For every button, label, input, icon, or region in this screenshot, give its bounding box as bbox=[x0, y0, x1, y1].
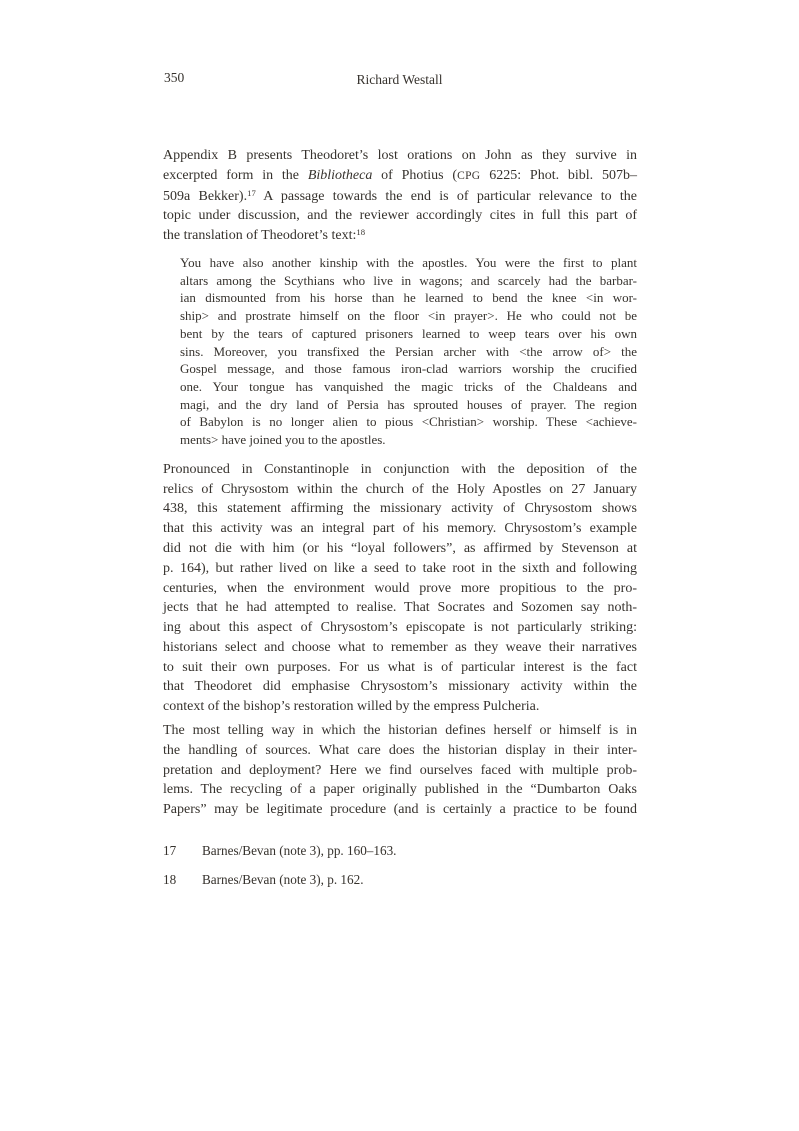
small-caps-abbreviation: CPG bbox=[457, 169, 481, 182]
text-line bbox=[180, 343, 637, 361]
text-segment: that Theodoret did emphasise Chrysostom’s missionary activity within the bbox=[163, 679, 637, 695]
text-segment: jects that he had attempted to realise. That Socrates and Sozomen say noth- bbox=[163, 600, 637, 616]
text-line bbox=[163, 579, 637, 599]
text-line bbox=[180, 396, 637, 414]
text-line bbox=[180, 431, 637, 449]
text-line bbox=[163, 460, 637, 480]
text-line bbox=[163, 146, 637, 166]
footnote-text: Barnes/Bevan (note 3), pp. 160–163. bbox=[202, 843, 397, 858]
text-segment: topic under discussion, and the reviewer accordingly cites in full this part of bbox=[163, 208, 637, 224]
footnote bbox=[163, 842, 637, 860]
text-segment: pretation and deployment? Here we find ourselves faced with multiple prob- bbox=[163, 762, 637, 778]
text-segment: the translation of Theodoret’s text: bbox=[163, 228, 357, 244]
text-line bbox=[163, 800, 637, 820]
text-line bbox=[180, 325, 637, 343]
text-line bbox=[163, 226, 637, 246]
text-segment: p. 164), but rather lived on like a seed to take root in the sixth and following bbox=[163, 560, 637, 576]
text-segment: Gospel message, and those famous iron-clad warriors worship the crucified bbox=[180, 361, 637, 377]
page-body bbox=[163, 146, 637, 820]
text-line bbox=[180, 272, 637, 290]
text-segment: historians select and choose what to remember as they weave their narratives bbox=[163, 639, 637, 655]
text-line bbox=[163, 780, 637, 800]
text-line bbox=[163, 638, 637, 658]
text-line bbox=[163, 206, 637, 226]
text-segment: A passage towards the end is of particular relevance to the bbox=[255, 188, 637, 204]
text-segment: altars among the Scythians who live in wagons; and scarcely had the barbar- bbox=[180, 272, 637, 288]
text-segment: ing about this aspect of Chrysostom’s episcopate is not particularly striking: bbox=[163, 620, 637, 636]
paragraph-appendix-b bbox=[163, 146, 637, 246]
text-line bbox=[163, 539, 637, 559]
text-line bbox=[163, 559, 637, 579]
paragraph-pronounced-constantinople bbox=[163, 460, 637, 717]
text-segment: to suit their own purposes. For us what is of particular interest is the fact bbox=[163, 659, 637, 675]
page-header bbox=[0, 70, 799, 90]
text-segment: Pronounced in Constantinople in conjunction with the deposition of the bbox=[163, 461, 637, 477]
text-segment: Papers” may be legitimate procedure (and is certainly a practice to be found bbox=[163, 802, 637, 818]
text-line bbox=[163, 761, 637, 781]
text-segment: of Photius ( bbox=[372, 167, 458, 183]
footnote-number: 17 bbox=[163, 843, 177, 858]
text-line bbox=[180, 360, 637, 378]
text-segment: You have also another kinship with the apostles. You were the first to plant bbox=[180, 254, 637, 270]
text-segment: centuries, when the environment would prove more propitious to the pro- bbox=[163, 580, 637, 596]
running-head: Richard Westall bbox=[356, 72, 443, 87]
footnote bbox=[163, 871, 637, 889]
text-line bbox=[163, 166, 637, 187]
text-line bbox=[180, 254, 637, 272]
blockquote-theodoret-translation bbox=[163, 254, 637, 449]
text-segment: one. Your tongue has vanquished the magic tricks of the Chaldeans and bbox=[180, 378, 637, 394]
text-segment: sins. Moreover, you transfixed the Persian archer with <the arrow of> the bbox=[180, 343, 637, 359]
footnote-marker: 18 bbox=[356, 227, 366, 238]
text-segment: that this activity was an integral part of his memory. Chrysostom’s example bbox=[163, 521, 637, 537]
text-line bbox=[163, 721, 637, 741]
footnote-text: Barnes/Bevan (note 3), p. 162. bbox=[202, 872, 364, 887]
text-segment: ments> have joined you to the apostles. bbox=[180, 432, 386, 448]
text-segment: relics of Chrysostom within the church of the Holy Apostles on 27 January bbox=[163, 481, 637, 497]
text-line bbox=[163, 480, 637, 500]
text-segment: lems. The recycling of a paper originally published in the “Dumbarton Oaks bbox=[163, 782, 637, 798]
text-segment: of Babylon is no longer alien to pious <Christian> worship. These <achieve- bbox=[180, 414, 637, 430]
text-line bbox=[163, 187, 637, 207]
text-segment: context of the bishop’s restoration willed by the empress Pulcheria. bbox=[163, 699, 540, 715]
text-line bbox=[163, 519, 637, 539]
text-segment: 509a Bekker). bbox=[163, 188, 248, 204]
text-segment: excerpted form in the bbox=[163, 167, 308, 183]
footnotes-section bbox=[163, 842, 637, 900]
text-segment: ship> and prostrate himself on the floor <in prayer>. He who could not be bbox=[180, 308, 637, 324]
text-line bbox=[163, 499, 637, 519]
text-line bbox=[180, 378, 637, 396]
text-segment: 6225: Phot. bibl. 507b– bbox=[480, 167, 637, 183]
text-line bbox=[163, 697, 637, 717]
text-segment: the handling of sources. What care does the historian display in their inter- bbox=[163, 742, 637, 758]
text-line bbox=[180, 307, 637, 325]
text-segment: did not die with him (or his “loyal followers”, as affirmed by Stevenson at bbox=[163, 540, 637, 556]
text-segment: 438, this statement affirming the missionary activity of Chrysostom shows bbox=[163, 501, 637, 517]
text-line bbox=[163, 618, 637, 638]
text-segment: bent by the tears of captured prisoners learned to weep tears over his own bbox=[180, 325, 637, 341]
paragraph-most-telling-way bbox=[163, 721, 637, 820]
text-line bbox=[180, 289, 637, 307]
footnote-marker: 17 bbox=[247, 187, 256, 198]
text-segment: magi, and the dry land of Persia has sprouted houses of prayer. The region bbox=[180, 396, 637, 412]
italic-title: Bibliotheca bbox=[307, 167, 373, 183]
text-segment: ian dismounted from his horse than he learned to bend the knee <in wor- bbox=[180, 290, 637, 306]
text-segment: The most telling way in which the historian defines herself or himself is in bbox=[163, 723, 637, 739]
footnote-number: 18 bbox=[163, 872, 177, 887]
text-line bbox=[163, 741, 637, 761]
text-line bbox=[163, 658, 637, 678]
page-number: 350 bbox=[164, 70, 185, 85]
text-line bbox=[180, 413, 637, 431]
text-line bbox=[163, 598, 637, 618]
text-segment: Appendix B presents Theodoret’s lost orations on John as they survive in bbox=[163, 148, 637, 163]
text-line bbox=[163, 677, 637, 697]
